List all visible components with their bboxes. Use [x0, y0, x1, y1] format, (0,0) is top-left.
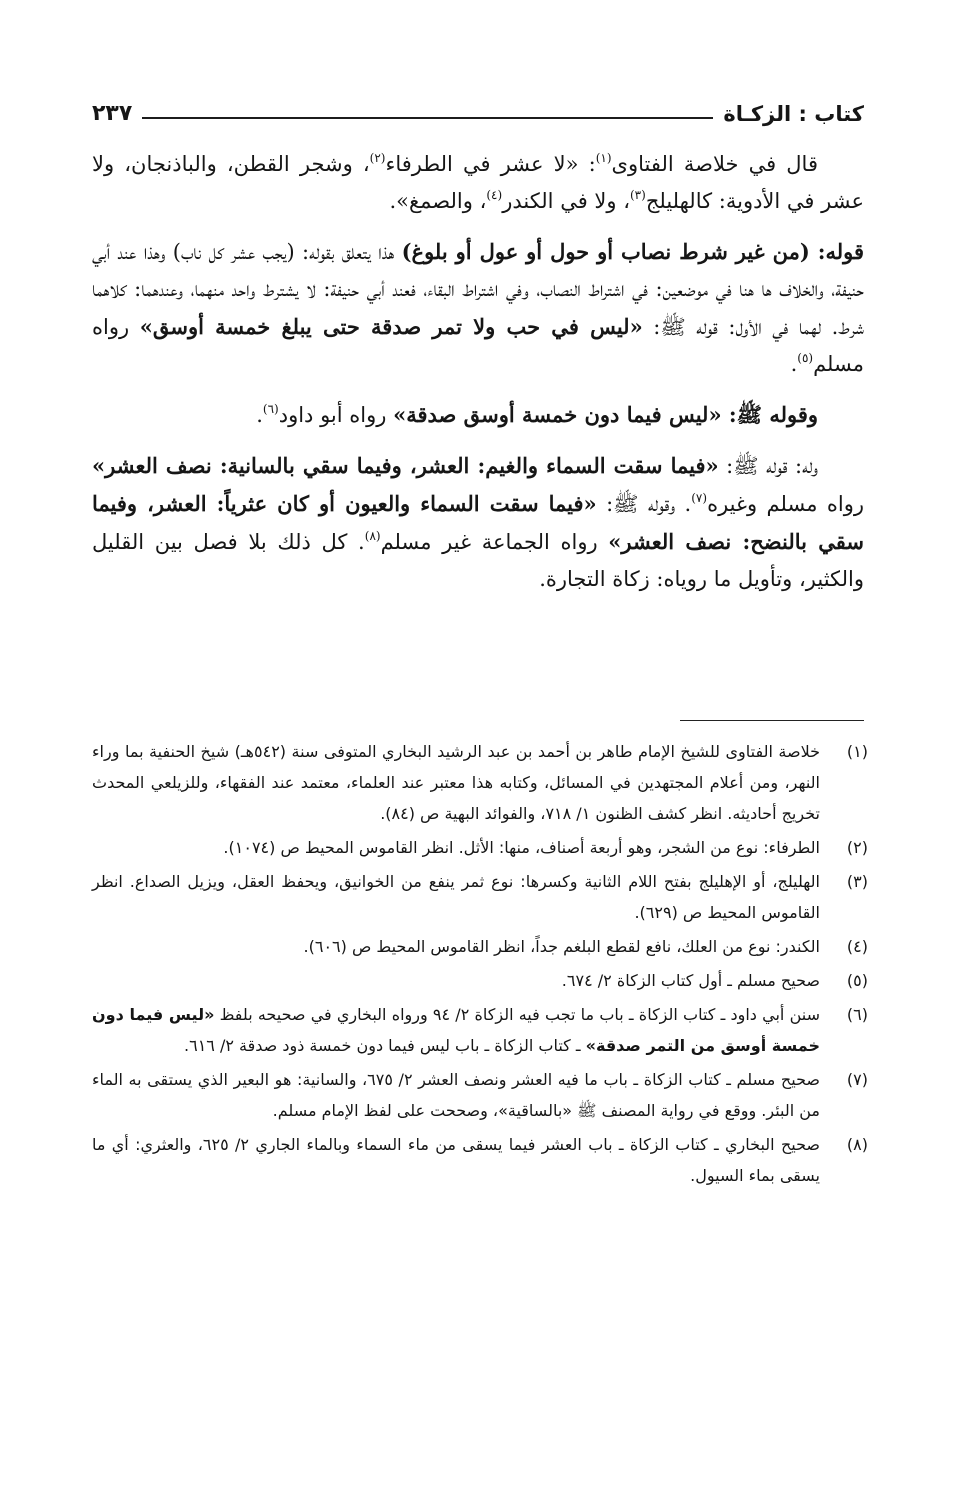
footnote-ref[interactable]: (٤): [486, 188, 503, 202]
footnote-text: خلاصة الفتاوى للشيخ الإمام طاهر بن أحمد بن عبد الرشيد البخاري المتوفى سنة (٥٤٢هـ) شيخ الحنفية بما وراء النهر، ومن أعلام المجتهدين في المسائل، وكتابه هذا معتبر عند العلماء، معتمد عند الفقهاء، وللزيلعي المحدث تخريج أحاديثه. انظر كشف الظنون ١/ ٧١٨، والفوائد البهية ص (٨٤).: [92, 742, 821, 823]
footnote-text: صحيح البخاري ـ كتاب الزكاة ـ باب العشر فيما يسقى من ماء السماء وبالماء الجاري ٢/ ٦٢٥، والعثري: أي ما يسقى بماء السيول.: [92, 1135, 821, 1185]
footnote-text: الطرفاء: نوع من الشجر، وهو أربعة أصناف، منها: الأثل. انظر القاموس المحيط ص (١٠٧٤).: [223, 838, 820, 857]
text-run: .: [256, 403, 263, 427]
paragraph-4: [92, 447, 864, 598]
footnote-text: الكندر: نوع من العلك، نافع لقطع البلغم جداً، انظر القاموس المحيط ص (٦٠٦).: [303, 937, 820, 956]
footnote-item: [92, 1129, 868, 1191]
text-run: ، ولا في الكندر: [502, 189, 630, 213]
footnote-ref[interactable]: (٥): [797, 351, 814, 365]
footnote-item: [92, 999, 868, 1061]
text-run: .: [790, 352, 798, 376]
footnote-separator: [680, 720, 864, 721]
hadith-quote: «ليس فيما دون خمسة أوسق من التمر صدقة»: [92, 1005, 820, 1055]
footnote-ref[interactable]: (٢): [369, 151, 386, 165]
footnote-ref[interactable]: (٦): [262, 402, 279, 416]
page-number: ٢٣٧: [92, 101, 133, 126]
hadith-quote: «فيما سقت السماء والغيم: العشر، وفيما سقي بالسانية: نصف العشر»: [92, 453, 719, 478]
text-run: ، وشجر القطن، والباذنجان، ولا عشر في الأدوية: كالهليلج: [92, 152, 864, 213]
header-rule: [142, 117, 713, 119]
footnote-number: (٥): [846, 971, 868, 990]
text-run: : «لا عشر في الطرفاء: [385, 152, 596, 176]
footnote-ref[interactable]: (٨): [364, 529, 381, 543]
footnote-item: [92, 866, 868, 928]
text-run: ـ كتاب الزكاة ـ باب ليس فيما دون خمسة ذود صدقة ٢/ ٦١٦.: [184, 1036, 586, 1055]
footnote-ref[interactable]: (٣): [629, 188, 646, 202]
hadith-quote: «فيما سقت السماء والعيون أو كان عثرياً: العشر، وفيما سقي بالنضح: نصف العشر»: [92, 491, 864, 554]
paragraph-1: [92, 146, 864, 220]
text-run: . وقوله ﷺ:: [596, 492, 692, 516]
text-run: قال في خلاصة الفتاوى: [611, 152, 818, 176]
footnote-number: (٨): [846, 1135, 868, 1154]
bold-run: قوله: (من غير شرط نصاب أو حول أو عول أو بلوغ): [401, 239, 864, 264]
text-run: . كل ذلك بلا فصل بين القليل والكثير، وتأويل ما روياه: زكاة التجارة.: [92, 530, 864, 591]
footnote-item: [92, 931, 868, 962]
footnote-number: (٣): [846, 872, 868, 891]
running-header: [92, 92, 864, 126]
text-run: هذا يتعلق بقوله: (يجب عشر كل ناب) وهذا عند أبي حنيفة، والخلاف ها هنا في موضعين: في اشتراط النصاب، وفي اشتراط البقاء، فعند أبي حنيفة: لا يشترط واحد منهما، وعندهما: كلاهما شرط. لهما في الأول: قوله ﷺ:: [92, 240, 864, 339]
footnote-number: (٧): [846, 1070, 868, 1089]
text-run: ، والصمغ».: [389, 189, 487, 213]
footnote-item: [92, 832, 868, 863]
footnote-text: صحيح مسلم ـ كتاب الزكاة ـ باب ما فيه العشر ونصف العشر ٢/ ٦٧٥، والسانية: هو البعير الذي يستقى به الماء من البئر. ووقع في رواية المصنف ﷺ «بالساقية»، وصححت على لفظ الإمام مسلم.: [92, 1070, 820, 1120]
footnote-number: (٤): [846, 937, 868, 956]
footnotes: [92, 736, 868, 1194]
chapter-title: كتاب : الزكـاة: [723, 102, 864, 126]
footnote-ref[interactable]: (٧): [691, 491, 708, 505]
text-run: سنن أبي داود ـ كتاب الزكاة ـ باب ما تجب فيه الزكاة ٢/ ٩٤ ورواه البخاري في صحيحه بلفظ: [214, 1005, 820, 1024]
footnote-item: [92, 965, 868, 996]
main-text: [92, 146, 864, 611]
footnote-number: (١): [846, 742, 868, 761]
paragraph-2: [92, 233, 864, 383]
footnote-item: [92, 1064, 868, 1126]
hadith-quote: «ليس في حب ولا تمر صدقة حتى يبلغ خمسة أوسق»: [139, 314, 643, 339]
footnote-item: [92, 736, 868, 829]
text-run: وله: قوله ﷺ:: [718, 454, 818, 478]
text-run: رواه الجماعة غير مسلم: [380, 530, 609, 554]
footnote-text: الهليلج، أو الإهليلج بفتح اللام الثانية وكسرها: نوع ثمر ينفع من الخوانيق، ويحفظ العقل، ويزيل الصداع. انظر القاموس المحيط ص (٦٢٩).: [92, 872, 820, 922]
paragraph-3: [92, 396, 864, 434]
text-run: رواه أبو داود: [278, 403, 394, 427]
text-run: رواه مسلم وغيره: [707, 492, 864, 516]
footnote-ref[interactable]: (١): [595, 151, 612, 165]
footnote-number: (٦): [846, 1005, 868, 1024]
text-run: رواه مسلم: [92, 315, 864, 376]
hadith-quote: وقوله ﷺ: «ليس فيما دون خمسة أوسق صدقة»: [393, 402, 818, 427]
footnote-number: (٢): [846, 838, 868, 857]
footnote-text: صحيح مسلم ـ أول كتاب الزكاة ٢/ ٦٧٤.: [561, 971, 820, 990]
footnote-text: [92, 999, 820, 1061]
